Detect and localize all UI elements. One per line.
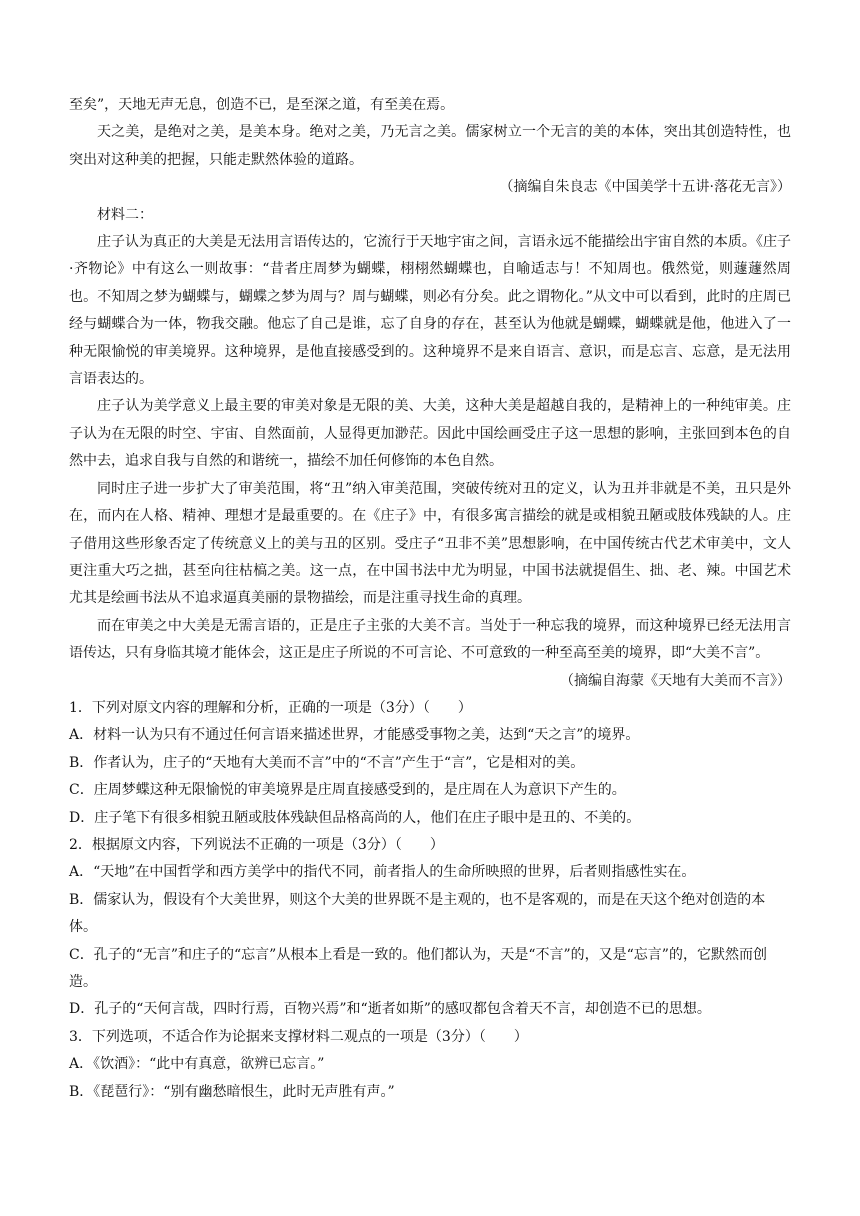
question-2 xyxy=(69,832,791,1024)
option-c: C．孔子的“无言”和庄子的“忘言”从根本上看是一致的。他们都认为，天是“不言”的，又是“忘言”的，它默然而创造。 xyxy=(69,946,767,990)
question-stem: 3．下列选项，不适合作为论据来支撑材料二观点的一项是（3分）（ ） xyxy=(69,1028,528,1045)
paragraph-continued: 至矣”，天地无声无息，创造不已，是至深之道，有至美在焉。 xyxy=(69,97,455,113)
paragraph-material2-2: 庄子认为美学意义上最主要的审美对象是无限的美、大美，这种大美是超越自我的，是精神上的一种纯审美。庄子认为在无限的时空、宇宙、自然面前，人显得更加渺茫。因此中国绘画受庄子这一思想的影响，主张回到本色的自然中去，追求自我与自然的和谐统一，描绘不加任何修饰的本色自然。 xyxy=(69,398,791,470)
option-b: B．儒家认为，假设有个大美世界，则这个大美的世界既不是主观的，也不是客观的，而是在天这个绝对创造的本体。 xyxy=(69,891,766,936)
question-stem: 2．根据原文内容，下列说法不正确的一项是（3分）（ ） xyxy=(69,836,444,853)
paragraph-material2-1: 庄子认为真正的大美是无法用言语传达的，它流行于天地宇宙之间，言语永远不能描绘出宇宙自然的本质。《庄子·齐物论》中有这么一则故事：“昔者庄周梦为蝴蝶，栩栩然蝴蝶也，自喻适志与！不知周也。俄然觉，则蘧蘧然周也。不知周之梦为蝴蝶与，蝴蝶之梦为周与？周与蝴蝶，则必有分矣。此之谓物化。”从文中可以看到，此时的庄周已经与蝴蝶合为一体，物我交融。他忘了自己是谁，忘了自身的存在，甚至认为他就是蝴蝶，蝴蝶就是他，他进入了一种无限愉悦的审美境界。这种境界，是他直接感受到的。这种境界不是来自语言、意识，而是忘言、忘意，是无法用言语表达的。 xyxy=(69,234,791,388)
option-b: B．《琵琶行》：“别有幽愁暗恨生，此时无声胜有声。” xyxy=(69,1083,395,1100)
question-1 xyxy=(69,695,791,832)
paragraph-material1-conclusion: 天之美，是绝对之美，是美本身。绝对之美，乃无言之美。儒家树立一个无言的美的本体，突出其创造特性，也突出对这种美的把握，只能走默然体验的道路。 xyxy=(69,124,791,168)
document-page xyxy=(69,92,791,1106)
question-3 xyxy=(69,1024,791,1106)
source-citation-1: （摘编自朱良志《中国美学十五讲·落花无言》） xyxy=(499,179,791,196)
question-stem: 1．下列对原文内容的理解和分析，正确的一项是（3分）（ ） xyxy=(69,699,472,716)
source-citation-2: （摘编自海蒙《天地有大美而不言》） xyxy=(560,672,791,689)
option-a: A．材料一认为只有不通过任何言语来描述世界，才能感受事物之美，达到“天之言”的境界。 xyxy=(69,727,640,744)
paragraph-material2-4: 而在审美之中大美是无需言语的，正是庄子主张的大美不言。当处于一种忘我的境界，而这种境界已经无法用言语传达，只有身临其境才能体会，这正是庄子所说的不可言论、不可意致的一种至高至美的境界，即“大美不言”。 xyxy=(69,617,791,662)
option-a: A．《饮酒》：“此中有真意，欲辨已忘言。” xyxy=(69,1056,325,1073)
option-b: B．作者认为，庄子的“天地有大美而不言”中的“不言”产生于“言”，它是相对的美。 xyxy=(69,754,585,771)
option-d: D．庄子笔下有很多相貌丑陋或肢体残缺但品格高尚的人，他们在庄子眼中是丑的、不美的。 xyxy=(69,809,641,826)
paragraph-material2-3: 同时庄子进一步扩大了审美范围，将“丑”纳入审美范围，突破传统对丑的定义，认为丑并非就是不美，丑只是外在，而内在人格、精神、理想才是最重要的。在《庄子》中，有很多寓言描绘的就是或相貌丑陋或肢体残缺的人。庄子借用这些形象否定了传统意义上的美与丑的区别。受庄子“丑非不美”思想影响，在中国传统古代艺术审美中，文人更注重大巧之拙，甚至向往枯槁之美。这一点，在中国书法中尤为明显，中国书法就提倡生、拙、老、辣。中国艺术尤其是绘画书法从不追求逼真美丽的景物描绘，而是注重寻找生命的真理。 xyxy=(69,480,791,607)
material2-heading: 材料二： xyxy=(97,206,153,223)
option-a: A．“天地”在中国哲学和西方美学中的指代不同，前者指人的生命所映照的世界，后者则指感性实在。 xyxy=(69,864,696,881)
option-d: D．孔子的“天何言哉，四时行焉，百物兴焉”和“逝者如斯”的感叹都包含着天不言，却创造不已的思想。 xyxy=(69,1001,711,1018)
option-c: C．庄周梦蝶这种无限愉悦的审美境界是庄周直接感受到的，是庄周在人为意识下产生的。 xyxy=(69,782,626,799)
